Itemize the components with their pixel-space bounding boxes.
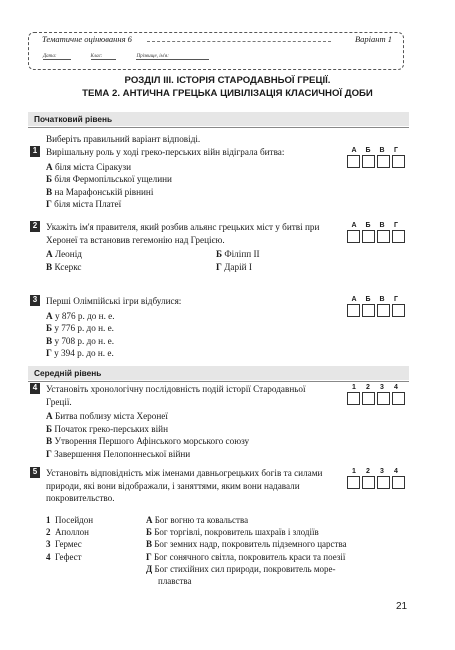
answer-box[interactable]: [347, 304, 360, 317]
answer-box[interactable]: [362, 155, 375, 168]
question-2: [30, 221, 330, 273]
date-field[interactable]: Дата:: [43, 54, 71, 60]
description-item: А Бог вогню та ковальства: [146, 515, 249, 525]
question-1: [30, 146, 330, 211]
level-medium-label: Середній рівень: [34, 368, 102, 378]
answer-grid-1: А Б В Г: [347, 147, 407, 168]
class-field[interactable]: Клас:: [91, 54, 117, 60]
question-number: 4: [30, 383, 40, 394]
answer-box[interactable]: [347, 392, 360, 405]
level-divider: [28, 381, 409, 382]
description-item: Г Бог сонячного світла, покровитель краси та поезії: [146, 551, 346, 562]
name-field[interactable]: Прізвище, ім'я:: [136, 54, 208, 60]
answer-grid-3: А Б В Г: [347, 296, 407, 317]
question-text: Вирішальну роль у ході греко-перських війн відіграла битва:: [46, 147, 285, 157]
god-item: 3 Гермес: [46, 539, 82, 550]
section-line-1: РОЗДІЛ III. ІСТОРІЯ СТАРОДАВНЬОЇ ГРЕЦІЇ.: [124, 75, 331, 86]
answer-box[interactable]: [392, 230, 405, 243]
level-divider: [28, 127, 409, 128]
option: В у 708 р. до н. е.: [46, 335, 115, 346]
answer-box[interactable]: [362, 230, 375, 243]
option: В на Марафонській рівнині: [46, 186, 154, 197]
options: [46, 310, 330, 360]
answer-box[interactable]: [377, 476, 390, 489]
assessment-title: Тематичне оцінювання 6: [39, 34, 135, 44]
option: Г у 394 р. до н. е.: [46, 348, 114, 359]
description-continuation: плавства: [158, 576, 192, 587]
question-3: [30, 295, 330, 360]
options: [46, 410, 330, 460]
answer-box[interactable]: [362, 476, 375, 489]
option: В Ксеркс: [46, 261, 82, 272]
answer-box[interactable]: [362, 304, 375, 317]
answer-box[interactable]: [377, 155, 390, 168]
question-number: 2: [30, 221, 40, 232]
answer-grid-5: 1 2 3 4: [347, 468, 407, 489]
answer-box[interactable]: [392, 392, 405, 405]
answer-grid-4: 1 2 3 4: [347, 384, 407, 405]
option: А біля міста Сіракузи: [46, 161, 132, 172]
option: А Леонід: [46, 249, 82, 260]
instruction: Виберіть правильний варіант відповіді.: [46, 134, 201, 144]
answer-box[interactable]: [392, 476, 405, 489]
option: Г Дарій I: [216, 261, 252, 272]
page-number: 21: [396, 601, 408, 612]
answer-box[interactable]: [347, 230, 360, 243]
question-text: Перші Олімпійські ігри відбулися:: [46, 296, 182, 306]
answer-box[interactable]: [377, 304, 390, 317]
level-medium: [28, 366, 409, 380]
option: Б у 776 р. до н. е.: [46, 323, 114, 334]
header-fields: [43, 54, 209, 60]
option: Б біля Фермопільської ущелини: [46, 174, 172, 185]
option: Г біля міста Платеї: [46, 199, 122, 210]
options: [46, 248, 330, 273]
option: Б Початок греко-перських війн: [46, 423, 169, 434]
answer-box[interactable]: [347, 155, 360, 168]
god-item: 2 Аполлон: [46, 527, 89, 538]
level-basic-label: Початковий рівень: [34, 114, 113, 124]
header-divider: [147, 41, 331, 42]
answer-box[interactable]: [392, 155, 405, 168]
question-number: 1: [30, 146, 40, 157]
answer-box[interactable]: [347, 476, 360, 489]
question-number: 5: [30, 467, 40, 478]
option: Г Завершення Пелопоннеської війни: [46, 448, 191, 459]
gods-column: [46, 514, 136, 563]
question-number: 3: [30, 295, 40, 306]
variant-label: Варіант 1: [352, 34, 395, 44]
question-text: Установіть відповідність між іменами давньогрецьких богів та силами природи, які вони відображали, і заняттями, яким вони надавали покровительство.: [46, 468, 323, 504]
answer-grid-2: А Б В Г: [347, 222, 407, 243]
question-4: [30, 383, 330, 461]
god-item: 1 Посейдон: [46, 515, 94, 525]
god-item: 4 Гефест: [46, 551, 82, 562]
question-5: [30, 467, 330, 505]
description-item: Д Бог стихійних сил природи, покровитель море-: [146, 563, 336, 574]
question-text: Укажіть ім'я правителя, який розбив альянс грецьких міст у битві при Херонеї та встановив гегемонію над Грецією.: [46, 222, 320, 245]
option: А у 876 р. до н. е.: [46, 310, 115, 321]
level-basic: [28, 112, 409, 126]
answer-box[interactable]: [377, 392, 390, 405]
answer-box[interactable]: [377, 230, 390, 243]
option: В Утворення Першого Афінського морського союзу: [46, 436, 250, 447]
description-item: В Бог земних надр, покровитель підземного царства: [146, 539, 347, 550]
description-item: Б Бог торгівлі, покровитель шахраїв і злодіїв: [146, 527, 319, 538]
question-text: Установіть хронологічну послідовність подій історії Стародавньої Греції.: [46, 384, 306, 407]
option: А Битва поблизу міста Херонеї: [46, 411, 168, 422]
section-line-2: ТЕМА 2. АНТИЧНА ГРЕЦЬКА ЦИВІЛІЗАЦІЯ КЛАСИЧНОЇ ДОБИ: [82, 88, 373, 99]
answer-box[interactable]: [362, 392, 375, 405]
header-box: [28, 32, 404, 70]
descriptions-column: [146, 514, 426, 587]
answer-box[interactable]: [392, 304, 405, 317]
section-title: [0, 74, 455, 100]
option: Б Філіпп II: [216, 249, 260, 260]
options: [46, 161, 330, 211]
